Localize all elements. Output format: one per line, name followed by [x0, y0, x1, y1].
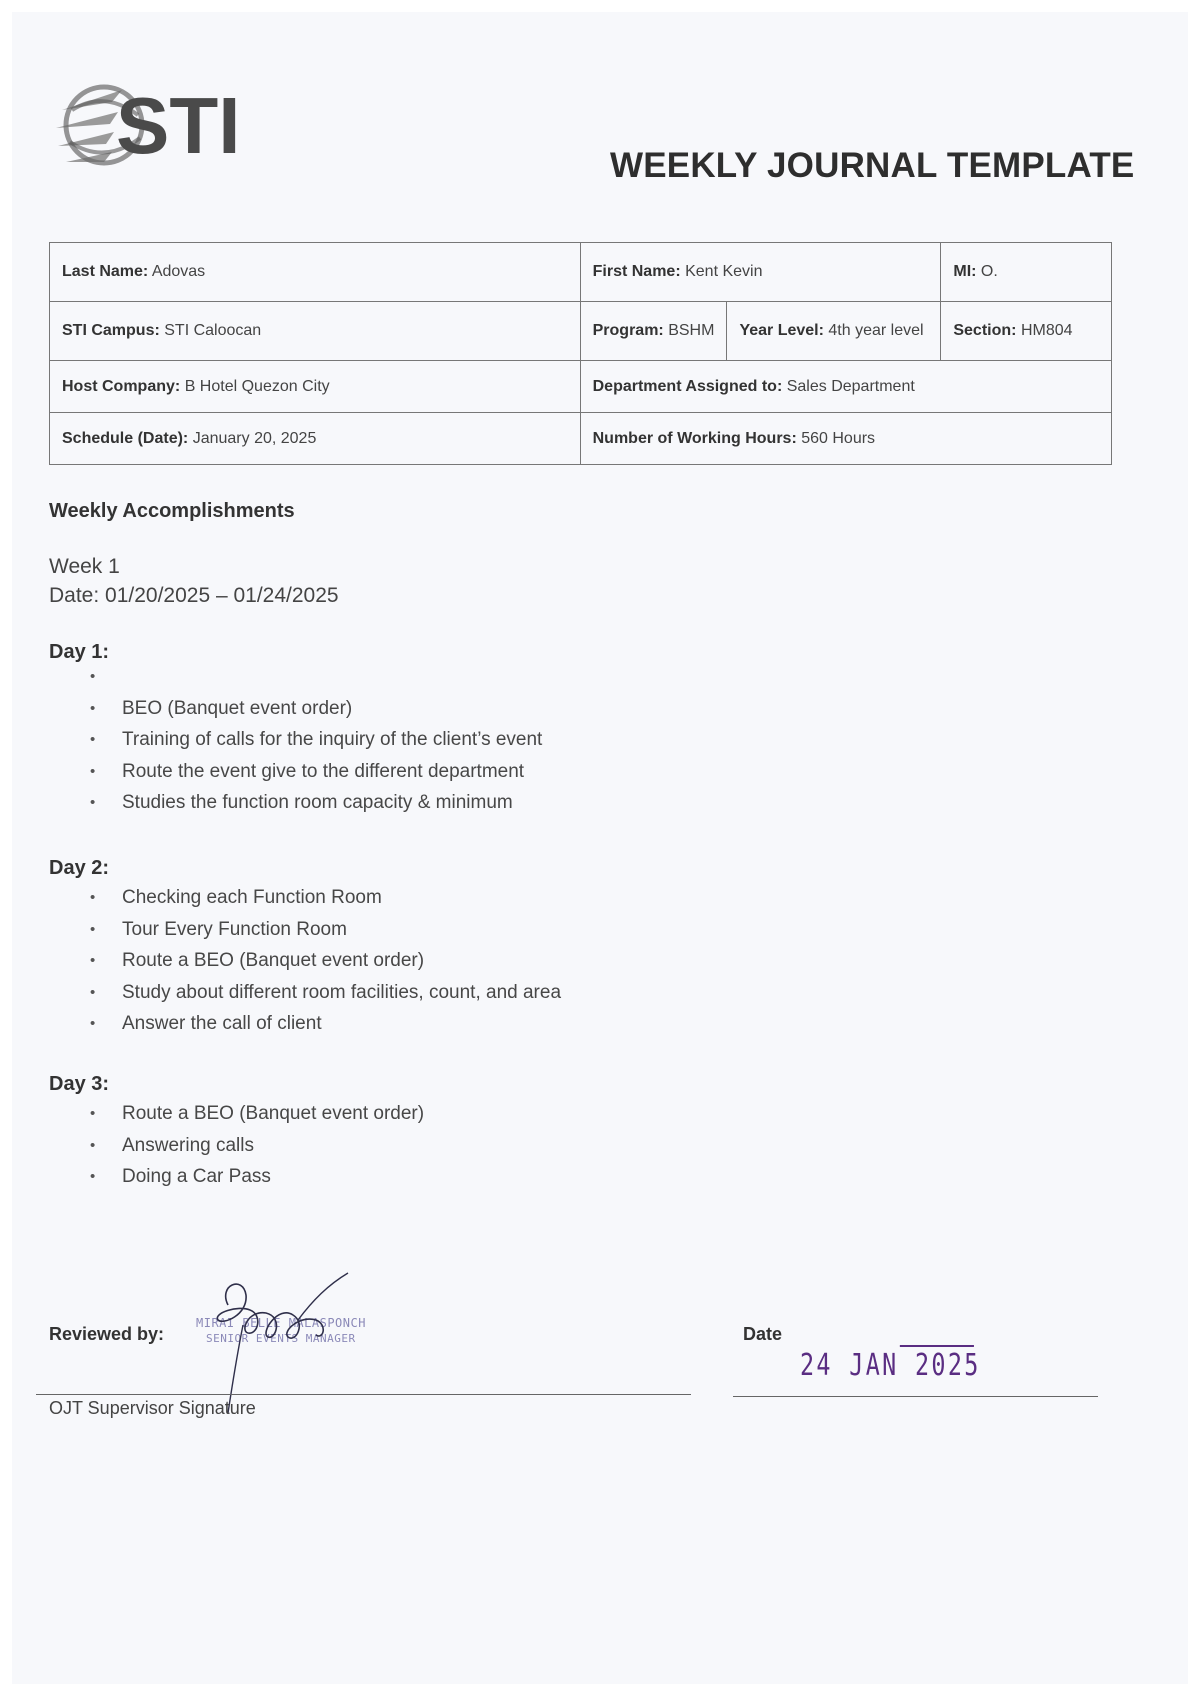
list-item: • Studies the function room capacity & minimum	[0, 787, 542, 819]
week-date-range: Date: 01/20/2025 – 01/24/2025	[49, 584, 339, 607]
program-label: Program:	[592, 322, 664, 339]
section-label: Section:	[953, 322, 1017, 339]
host-company-cell	[50, 361, 581, 413]
working-hours-label: Number of Working Hours:	[592, 429, 797, 447]
list-item: • BEO (Banquet event order)	[0, 693, 542, 725]
first-name-cell	[580, 243, 941, 302]
list-item: • Study about different room facilities, count, and area	[0, 977, 561, 1009]
list-item: • Doing a Car Pass	[0, 1161, 424, 1193]
program-value: BSHM	[668, 322, 715, 339]
department-value: Sales Department	[786, 377, 915, 395]
stamp-bar	[900, 1345, 974, 1347]
date-label: Date	[743, 1324, 783, 1344]
day-3-task-list	[0, 1098, 424, 1193]
schedule-value: January 20, 2025	[192, 429, 317, 447]
list-item: • Checking each Function Room	[0, 882, 561, 914]
section-cell	[941, 302, 1112, 361]
logo-wordmark: STI	[116, 81, 241, 170]
department-label: Department Assigned to:	[592, 377, 783, 395]
list-item	[0, 661, 542, 693]
campus-value: STI Caloocan	[164, 322, 262, 339]
last-name-value: Adovas	[151, 263, 206, 280]
supervisor-signature	[188, 1265, 363, 1415]
signature-line	[36, 1394, 691, 1395]
sti-logo	[52, 70, 262, 180]
schedule-cell	[50, 413, 581, 465]
host-company-label: Host Company:	[62, 377, 181, 395]
page-title: WEEKLY JOURNAL TEMPLATE	[610, 146, 1135, 185]
list-item: • Route the event give to the different department	[0, 756, 542, 788]
student-info-table	[49, 242, 1112, 465]
program-cell	[580, 302, 727, 361]
supervisor-signature-caption: OJT Supervisor Signature	[49, 1398, 256, 1418]
list-item: • Route a BEO (Banquet event order)	[0, 945, 561, 977]
supervisor-stamp-name: MIRAI BELLE MALASPONCH	[196, 1316, 366, 1330]
date-stamp	[800, 1348, 981, 1383]
date-line	[733, 1396, 1098, 1397]
first-name-label: First Name:	[592, 263, 681, 280]
campus-cell	[50, 302, 581, 361]
supervisor-stamp-title: SENIOR EVENTS MANAGER	[206, 1332, 356, 1345]
date-stamp-text: 24 JAN 2025	[800, 1348, 981, 1383]
mi-value: O.	[980, 263, 998, 280]
list-item: • Tour Every Function Room	[0, 914, 561, 946]
mi-cell	[941, 243, 1112, 302]
list-item: • Answer the call of client	[0, 1008, 561, 1040]
list-item: • Route a BEO (Banquet event order)	[0, 1098, 424, 1130]
day-3-heading: Day 3:	[49, 1073, 110, 1095]
reviewed-by-label: Reviewed by:	[49, 1324, 165, 1344]
day-1-heading: Day 1:	[49, 641, 110, 663]
last-name-cell	[50, 243, 581, 302]
working-hours-cell	[580, 413, 1111, 465]
day-2-task-list	[0, 882, 561, 1040]
campus-label: STI Campus:	[62, 322, 160, 339]
week-number: Week 1	[49, 555, 120, 578]
list-item: • Answering calls	[0, 1130, 424, 1162]
first-name-value: Kent Kevin	[685, 263, 763, 280]
day-1-task-list	[0, 661, 542, 819]
day-2-heading: Day 2:	[49, 857, 110, 879]
department-cell	[580, 361, 1111, 413]
list-item: • Training of calls for the inquiry of the client’s event	[0, 724, 542, 756]
working-hours-value: 560 Hours	[801, 429, 876, 447]
weekly-accomplishments-heading: Weekly Accomplishments	[49, 500, 295, 522]
year-level-value: 4th year level	[828, 322, 924, 339]
host-company-value: B Hotel Quezon City	[184, 377, 330, 395]
schedule-label: Schedule (Date):	[62, 429, 189, 447]
year-level-label: Year Level:	[739, 322, 824, 339]
last-name-label: Last Name:	[62, 263, 149, 280]
mi-label: MI:	[953, 263, 977, 280]
year-level-cell	[727, 302, 941, 361]
section-value: HM804	[1020, 322, 1073, 339]
